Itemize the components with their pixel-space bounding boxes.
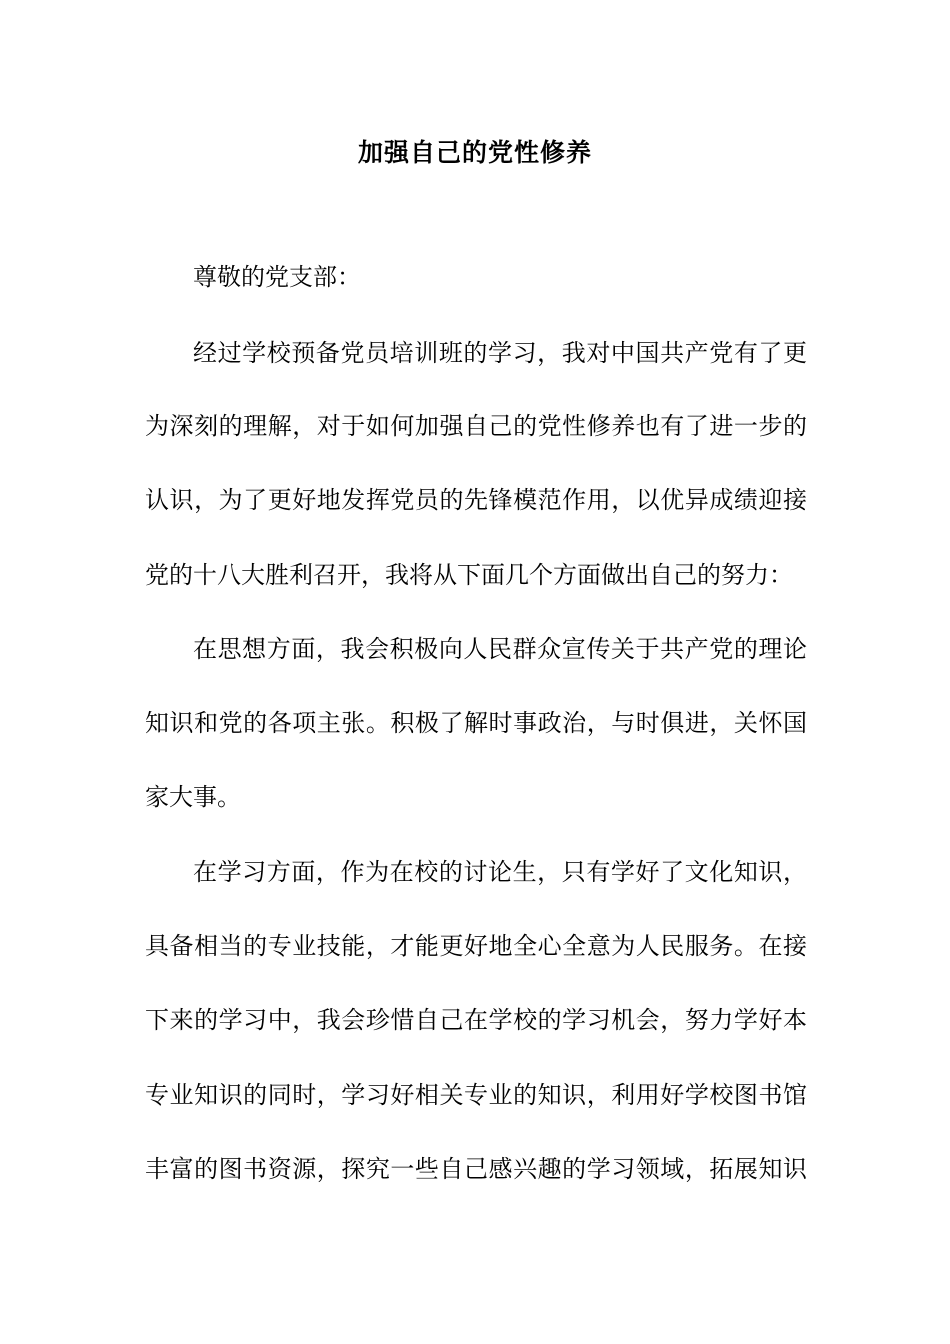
paragraph-2-line-2: 知识和党的各项主张。积极了解时事政治，与时俱进，关怀国 (145, 709, 807, 737)
paragraph-3-line-5: 丰富的图书资源，探究一些自己感兴趣的学习领域，拓展知识 (145, 1155, 807, 1183)
paragraph-3-line-2: 具备相当的专业技能，才能更好地全心全意为人民服务。在接 (145, 932, 807, 960)
document-title: 加强自己的党性修养 (357, 138, 592, 167)
paragraph-1-line-1: 经过学校预备党员培训班的学习，我对中国共产党有了更 (193, 339, 807, 367)
paragraph-3-line-1: 在学习方面，作为在校的讨论生，只有学好了文化知识， (193, 858, 807, 886)
paragraph-2-line-3: 家大事。 (145, 783, 241, 811)
paragraph-3-line-4: 专业知识的同时，学习好相关专业的知识，利用好学校图书馆 (145, 1081, 807, 1109)
salutation-line: 尊敬的党支部： (193, 263, 361, 291)
paragraph-1-line-3: 认识，为了更好地发挥党员的先锋模范作用，以优异成绩迎接 (145, 486, 807, 514)
paragraph-1-line-2: 为深刻的理解，对于如何加强自己的党性修养也有了进一步的 (145, 412, 807, 440)
paragraph-2-line-1: 在思想方面，我会积极向人民群众宣传关于共产党的理论 (193, 635, 807, 663)
paragraph-3-line-3: 下来的学习中，我会珍惜自己在学校的学习机会，努力学好本 (145, 1006, 807, 1034)
paragraph-1-line-4: 党的十八大胜利召开，我将从下面几个方面做出自己的努力： (145, 561, 793, 589)
